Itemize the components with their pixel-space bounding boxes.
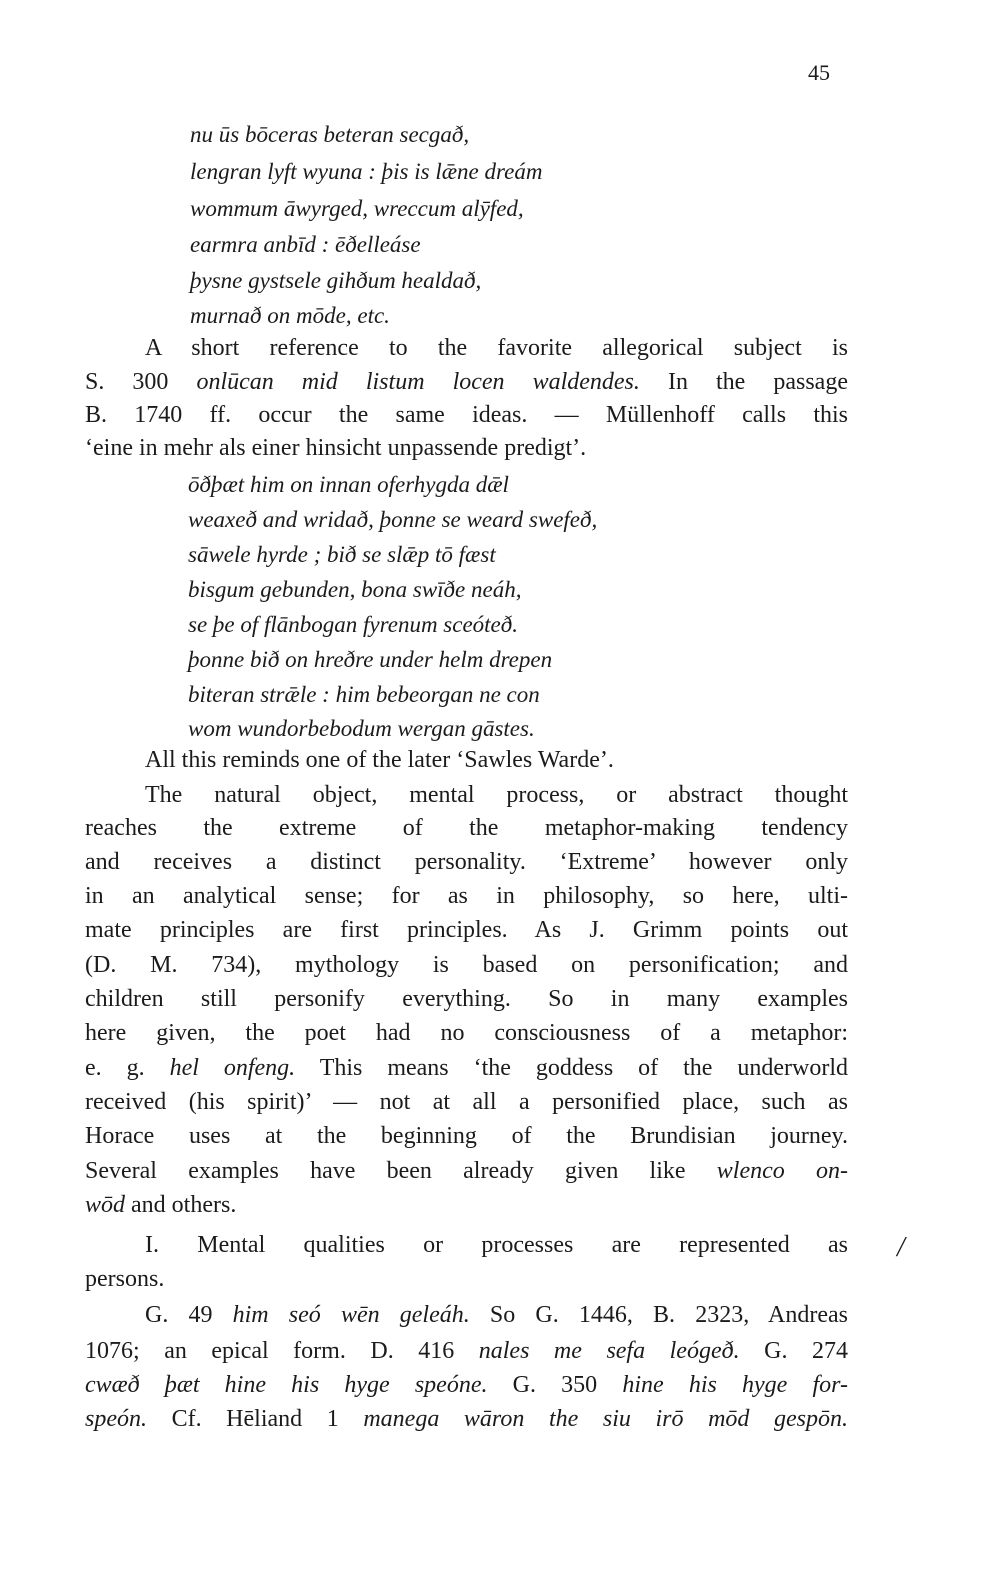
- verse-line: sāwele hyrde ; bið se slǣp tō fæst: [188, 542, 496, 567]
- old-english-quote: wlenco on-: [716, 1158, 848, 1184]
- verse-line: weaxeð and wridað, þonne se weard swefeð,: [188, 507, 598, 532]
- prose-line: persons.: [85, 1266, 165, 1292]
- prose-line: B. 1740 ff. occur the same ideas. — Müllenhoff calls this: [85, 402, 848, 428]
- prose-line: The natural object, mental process, or abstract thought: [145, 782, 848, 808]
- page-number: 45: [808, 60, 830, 85]
- verse-line: bisgum gebunden, bona swīðe neáh,: [188, 577, 522, 602]
- prose-line: mate principles are first principles. As J. Grimm points out: [85, 917, 848, 943]
- old-english-quote: manega wāron the siu irō mōd gespōn.: [363, 1406, 848, 1432]
- verse-line: ōðþæt him on innan oferhygda dǣl: [188, 472, 509, 497]
- verse-line: earmra anbīd : ēðelleáse: [190, 232, 421, 257]
- prose-line: children still personify everything. So in many examples: [85, 986, 848, 1012]
- prose-line: in an analytical sense; for as in philosophy, so here, ulti-: [85, 883, 848, 909]
- prose-line: ‘eine in mehr als einer hinsicht unpassende predigt’.: [85, 435, 587, 461]
- prose-line: A short reference to the favorite allegorical subject is: [145, 335, 848, 361]
- prose-line: and receives a distinct personality. ‘Extreme’ however only: [85, 849, 848, 875]
- old-english-quote: hel onfeng.: [169, 1055, 296, 1081]
- section-heading-line: I. Mental qualities or processes are represented as: [145, 1232, 848, 1258]
- prose-line: (D. M. 734), mythology is based on personification; and: [85, 952, 848, 978]
- old-english-quote: nales me sefa leógeð.: [478, 1338, 740, 1364]
- prose-line: here given, the poet had no consciousness of a metaphor:: [85, 1020, 848, 1046]
- old-english-quote: cwæð þæt hine his hyge speóne.: [85, 1372, 488, 1398]
- prose-line: All this reminds one of the later ‘Sawles Warde’.: [145, 747, 614, 773]
- prose-line: received (his spirit)’ — not at all a personified place, such as: [85, 1089, 848, 1115]
- prose-line: 1076; an epical form. D. 416 nales me sefa leógeð. G. 274: [85, 1338, 848, 1364]
- prose-line: wōd and others.: [85, 1192, 237, 1218]
- verse-line: murnað on mōde, etc.: [190, 303, 390, 328]
- prose-line: S. 300 onlūcan mid listum locen waldendes. In the passage: [85, 369, 848, 395]
- verse-line: þysne gystsele gihðum healdað,: [190, 268, 482, 293]
- verse-line: se þe of flānbogan fyrenum sceóteð.: [188, 612, 519, 637]
- prose-line: cwæð þæt hine his hyge speóne. G. 350 hine his hyge for-: [85, 1372, 848, 1398]
- prose-line: reaches the extreme of the metaphor-making tendency: [85, 815, 848, 841]
- prose-line: G. 49 him seó wēn geleáh. So G. 1446, B. 2323, Andreas: [145, 1302, 848, 1328]
- verse-line: wommum āwyrged, wreccum alȳfed,: [190, 196, 524, 221]
- verse-line: nu ūs bōceras beteran secgað,: [190, 122, 470, 147]
- prose-line: speón. Cf. Hēliand 1 manega wāron the siu irō mōd gespōn.: [85, 1406, 848, 1432]
- margin-mark: /: [897, 1232, 905, 1263]
- verse-line: lengran lyft wyuna : þis is lǣne dreám: [190, 159, 543, 184]
- verse-line: þonne bið on hreðre under helm drepen: [188, 647, 553, 672]
- old-english-quote: speón.: [85, 1406, 147, 1432]
- prose-line: e. g. hel onfeng. This means ‘the goddess of the underworld: [85, 1055, 849, 1081]
- old-english-quote: him seó wēn geleáh.: [232, 1302, 470, 1328]
- old-english-quote: wōd: [85, 1192, 126, 1218]
- prose-line: Horace uses at the beginning of the Brundisian journey.: [85, 1123, 848, 1149]
- prose-line: Several examples have been already given like wlenco on-: [85, 1158, 848, 1184]
- verse-line: biteran strǣle : him bebeorgan ne con: [188, 682, 540, 707]
- verse-line: wom wundorbebodum wergan gāstes.: [188, 716, 535, 741]
- old-english-quote: hine his hyge for-: [622, 1372, 848, 1398]
- old-english-quote: onlūcan mid listum locen waldendes.: [196, 369, 640, 395]
